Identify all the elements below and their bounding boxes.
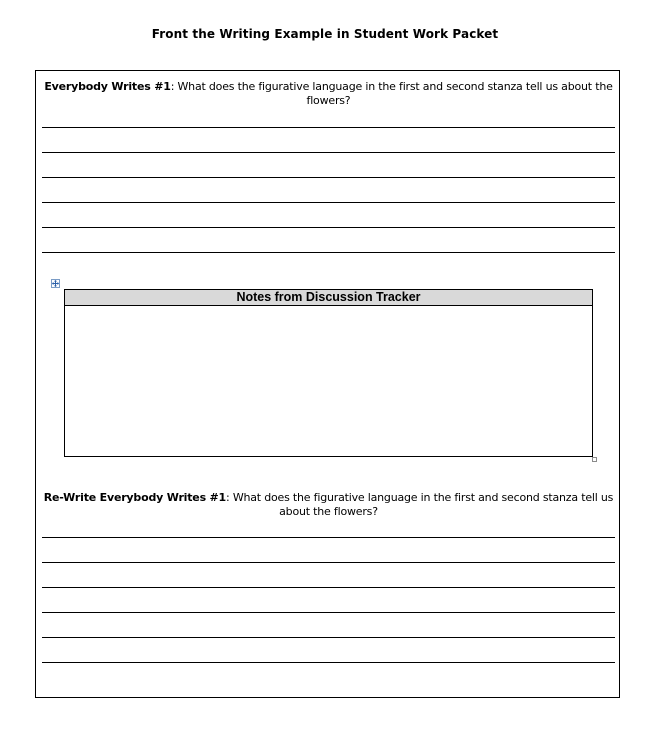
answer-line[interactable]	[42, 227, 615, 228]
notes-table	[64, 289, 593, 457]
answer-line[interactable]	[42, 587, 615, 588]
notes-table-cell[interactable]	[65, 306, 592, 456]
move-arrows-icon	[52, 280, 59, 287]
table-move-handle[interactable]	[51, 279, 60, 288]
answer-line[interactable]	[42, 637, 615, 638]
answer-line[interactable]	[42, 202, 615, 203]
everybody-writes-prompt	[42, 80, 615, 108]
page-title: Front the Writing Example in Student Work Packet	[151, 27, 499, 41]
answer-line[interactable]	[42, 177, 615, 178]
everybody-writes-question: : What does the figurative language in the first and second stanza tell us about the flowers?	[170, 80, 613, 107]
rewrite-question: : What does the figurative language in the first and second stanza tell us about the flowers?	[226, 491, 614, 518]
rewrite-heading: Re-Write Everybody Writes #1	[43, 491, 227, 504]
answer-line[interactable]	[42, 662, 615, 663]
answer-line[interactable]	[42, 252, 615, 253]
answer-line[interactable]	[42, 537, 615, 538]
answer-line[interactable]	[42, 562, 615, 563]
notes-table-header: Notes from Discussion Tracker	[65, 290, 592, 306]
answer-line[interactable]	[42, 152, 615, 153]
resize-handle-icon[interactable]	[592, 457, 597, 462]
answer-line[interactable]	[42, 127, 615, 128]
everybody-writes-heading: Everybody Writes #1	[44, 80, 171, 93]
answer-line[interactable]	[42, 612, 615, 613]
rewrite-prompt	[42, 491, 615, 519]
